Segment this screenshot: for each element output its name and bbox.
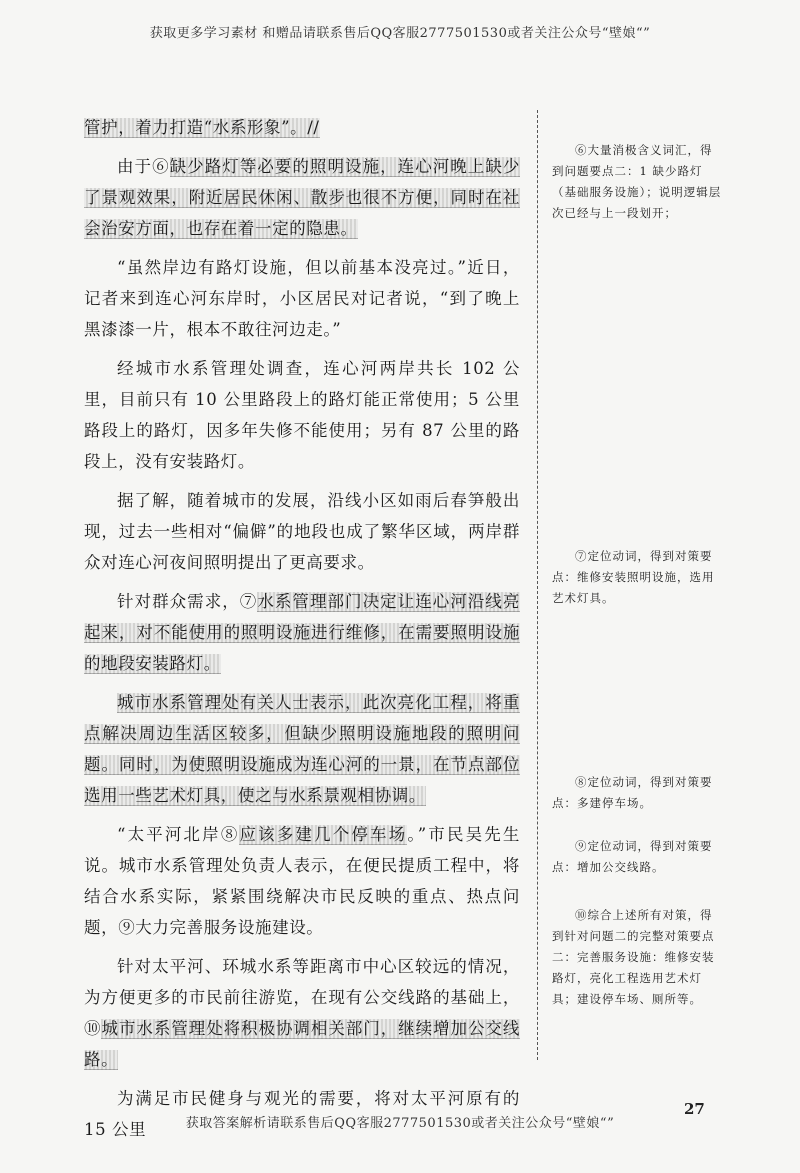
margin-note: ⑧定位动词，得到对策要点：多建停车场。	[552, 775, 713, 810]
paragraph	[84, 819, 520, 943]
column-divider	[537, 110, 538, 1060]
text-run: 针对太平河、环城水系等距离市中心区较远的情况，为方便更多的市民前往游览，在现有公交线路的基础上，⑩	[84, 957, 520, 1038]
highlighted-text: 城市水系管理处将积极协调相关部门，继续增加公交线路。	[84, 1019, 520, 1069]
paragraph	[84, 252, 520, 345]
paragraph	[84, 151, 520, 244]
highlighted-text: 水系管理部门决定让连心河沿线亮起来，对不能使用的照明设施进行维修，在需要照明设施的地段安装路灯。	[84, 592, 520, 673]
text-run: 据了解，随着城市的发展，沿线小区如雨后春笋般出现，过去一些相对“偏僻”的地段也成了繁华区域，两岸群众对连心河夜间照明提出了更高要求。	[84, 491, 520, 572]
highlighted-text: 管护，着力打造“水系形象”。//	[84, 118, 320, 137]
text-run: 。”市民吴先生说。城市水系管理处负责人表示，在便民提质工程中，将结合水系实际，紧紧围绕解决市民反映的重点、热点问题，⑨大力完善服务设施建设。	[84, 825, 521, 937]
margin-note: ⑩综合上述所有对策，得到针对问题二的完整对策要点二：完善服务设施：维修安装路灯，亮化工程选用艺术灯具；建设停车场、厕所等。	[552, 908, 715, 1006]
text-run: “虽然岸边有路灯设施，但以前基本没亮过。”近日，记者来到连心河东岸时，小区居民对记者说，“到了晚上黑漆漆一片，根本不敢往河边走。”	[84, 258, 520, 339]
main-text	[84, 112, 520, 1153]
margin-note: ⑥大量消极含义词汇，得到问题要点二：1 缺少路灯（基础服务设施）；说明逻辑层次已经与上一段划开；	[552, 143, 722, 220]
text-run: 针对群众需求，⑦	[117, 592, 258, 611]
paragraph	[84, 353, 520, 477]
page-footer: 获取答案解析请联系售后QQ客服2777501530或者关注公众号“壁娘“”	[185, 1116, 615, 1131]
highlighted-text: 缺少路灯等必要的照明设施，连心河晚上缺少了景观效果，附近居民休闲、散步也很不方便，同时在社会治安方面，也存在着一定的隐患。	[84, 157, 520, 238]
text-run: 为满足市民健身与观光的需要，将对太平河原有的 15 公里	[84, 1089, 520, 1139]
page-header: 获取更多学习素材 和赠品请联系售后QQ客服2777501530或者关注公众号“壁娘“”	[149, 26, 651, 41]
paragraph	[84, 951, 520, 1075]
text-run: “太平河北岸⑧	[117, 825, 240, 844]
paragraph	[84, 687, 520, 811]
text-run: 由于⑥	[117, 157, 170, 176]
paragraph	[84, 485, 520, 578]
paragraph	[84, 112, 520, 143]
page-number: 27	[684, 1100, 705, 1118]
margin-note: ⑨定位动词，得到对策要点：增加公交线路。	[552, 839, 713, 874]
margin-note: ⑦定位动词，得到对策要点：维修安装照明设施，选用艺术灯具。	[552, 549, 715, 605]
highlighted-text: 城市水系管理处有关人士表示，此次亮化工程，将重点解决周边生活区较多，但缺少照明设施地段的照明问题。同时，为使照明设施成为连心河的一景，在节点部位选用一些艺术灯具，使之与水系景观相协调。	[84, 693, 520, 805]
paragraph	[84, 586, 520, 679]
highlighted-text: 应该多建几个停车场	[239, 825, 408, 844]
text-run: 经城市水系管理处调查，连心河两岸共长 102 公里，目前只有 10 公里路段上的路灯能正常使用；5 公里路段上的路灯，因多年失修不能使用；另有 87 公里的路段上，没有安装路灯。	[84, 359, 520, 471]
